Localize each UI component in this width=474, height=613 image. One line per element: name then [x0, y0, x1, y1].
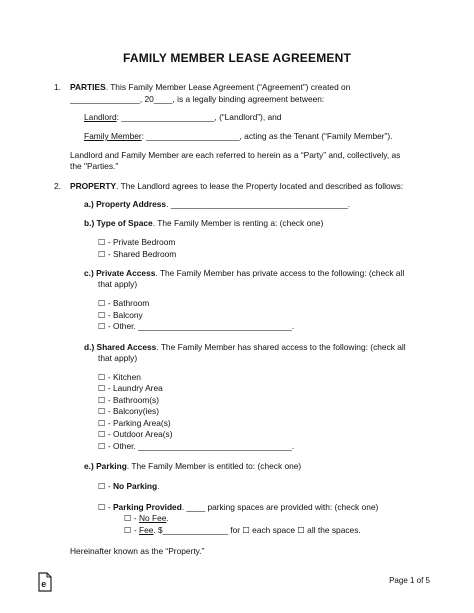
eforms-logo [38, 572, 52, 592]
shared-access-line-2: that apply) [98, 353, 138, 363]
family-member-line: Family Member: ____________________, acting as the Tenant (“Family Member”). [84, 131, 393, 141]
checkbox-option[interactable]: ☐ - Parking Area(s) [98, 418, 171, 428]
checkbox-option[interactable]: ☐ - Shared Bedroom [98, 249, 177, 259]
section-1-heading: PARTIES [70, 82, 106, 92]
checkbox-option[interactable]: ☐ - Balcony(ies) [98, 406, 160, 416]
family-member-label: Family Member [84, 131, 142, 141]
section-2-intro: PROPERTY. The Landlord agrees to lease the Property located and described as follows: [70, 181, 404, 191]
checkbox-option[interactable]: ☐ - Kitchen [98, 372, 141, 382]
no-parking-option[interactable]: ☐ - No Parking. [98, 481, 160, 491]
section-2-number: 2. [54, 181, 61, 191]
private-access-line-2: that apply) [98, 279, 138, 289]
private-access-line: c.) Private Access. The Family Member has private access to the following: (check all [84, 268, 405, 278]
landlord-line: Landlord: ____________________, (“Landlord”), and [84, 112, 282, 122]
section-1-number: 1. [54, 82, 61, 92]
svg-text:e: e [41, 579, 47, 589]
no-fee-option[interactable]: ☐ - No Fee. [124, 513, 169, 523]
checkbox-option[interactable]: ☐ - Laundry Area [98, 383, 163, 393]
property-closing-line: Hereinafter known as the “Property.” [70, 546, 205, 556]
document-title: FAMILY MEMBER LEASE AGREEMENT [122, 51, 352, 65]
fee-option[interactable]: ☐ - Fee. $______________ for ☐ each space ☐ all the spaces. [124, 525, 361, 535]
section-1-paragraph: PARTIES. This Family Member Lease Agreement (“Agreement”) created on [70, 82, 351, 92]
checkbox-option[interactable]: ☐ - Bathroom [98, 298, 150, 308]
checkbox-option[interactable]: ☐ - Other. _________________________________. [98, 441, 295, 451]
property-address-line: a.) Property Address. ______________________________________. [84, 199, 351, 209]
checkbox-option[interactable]: ☐ - Balcony [98, 310, 143, 320]
type-of-space-line: b.) Type of Space. The Family Member is renting a: (check one) [84, 218, 324, 228]
shared-access-line: d.) Shared Access. The Family Member has shared access to the following: (check all [84, 342, 406, 352]
checkbox-option[interactable]: ☐ - Private Bedroom [98, 237, 176, 247]
checkbox-option[interactable]: ☐ - Bathroom(s) [98, 395, 160, 405]
parties-note-line-2: the "Parties." [70, 161, 119, 171]
section-2-heading: PROPERTY [70, 181, 117, 191]
section-1-date-line: _______________, 20____, is a legally binding agreement between: [70, 94, 325, 104]
page-number: Page 1 of 5 [389, 576, 430, 585]
parking-provided-option[interactable]: ☐ - Parking Provided. ____ parking spaces are provided with: (check one) [98, 502, 379, 512]
parking-line: e.) Parking. The Family Member is entitled to: (check one) [84, 461, 302, 471]
checkbox-option[interactable]: ☐ - Outdoor Area(s) [98, 429, 173, 439]
landlord-label: Landlord [84, 112, 117, 122]
checkbox-option[interactable]: ☐ - Other. _________________________________. [98, 321, 295, 331]
parties-note-line-1: Landlord and Family Member are each referred to herein as a “Party” and, collectively, as [70, 150, 401, 160]
